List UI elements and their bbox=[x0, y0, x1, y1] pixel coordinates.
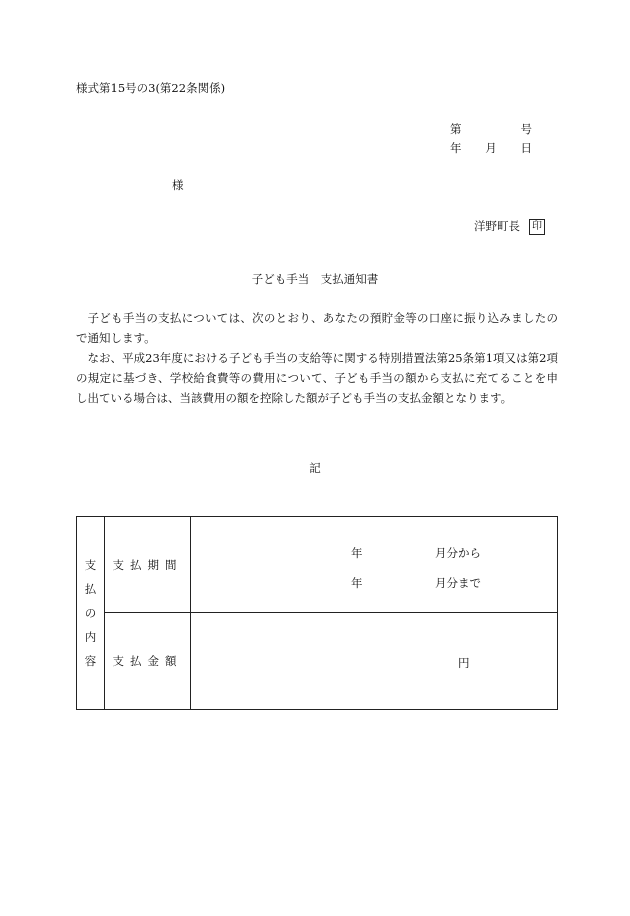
period-from-month: 月分から bbox=[435, 546, 481, 560]
period-value bbox=[191, 517, 558, 613]
period-to-year: 年 bbox=[351, 576, 363, 590]
side-char: 容 bbox=[84, 654, 97, 668]
side-char: の bbox=[84, 606, 97, 620]
amount-label: 支払金額 bbox=[105, 613, 191, 710]
addressee: 様 bbox=[172, 178, 184, 192]
form-number: 様式第15号の3(第22条関係) bbox=[76, 81, 226, 95]
date-year: 年 bbox=[450, 141, 462, 155]
period-to bbox=[351, 575, 481, 591]
body-paragraph-2: なお、平成23年度における子ども手当の支給等に関する特別措置法第25条第1項又は第2項の規定に基づき、学校給食費等の費用について、子ども手当の額から支払に充てることを申し出ている場合は、当該費用の額を控除した額が子ども手当の支払金額となります。 bbox=[76, 351, 558, 405]
document-number bbox=[450, 124, 532, 136]
date-month: 月 bbox=[485, 141, 497, 155]
body-text bbox=[76, 308, 558, 408]
payment-table bbox=[76, 516, 558, 710]
date-day: 日 bbox=[520, 141, 532, 155]
amount-unit: 円 bbox=[458, 656, 470, 670]
doc-no-prefix: 第 bbox=[450, 122, 462, 136]
ki-heading: 記 bbox=[309, 461, 321, 475]
side-char: 払 bbox=[84, 582, 97, 596]
side-char: 内 bbox=[84, 630, 97, 644]
amount-value bbox=[191, 613, 558, 710]
doc-no-suffix: 号 bbox=[520, 122, 532, 136]
period-from bbox=[351, 545, 481, 561]
side-char: 支 bbox=[84, 558, 97, 572]
issuer-name: 洋野町長 bbox=[474, 219, 520, 234]
payment-details-label bbox=[77, 517, 105, 710]
issue-date bbox=[450, 143, 532, 155]
issuer bbox=[474, 219, 545, 235]
period-to-month: 月分まで bbox=[435, 576, 481, 590]
document-title: 子ども手当 支払通知書 bbox=[251, 272, 379, 286]
period-label: 支払期間 bbox=[105, 517, 191, 613]
body-paragraph-1: 子ども手当の支払については、次のとおり、あなたの預貯金等の口座に振り込みましたので通知します。 bbox=[76, 311, 558, 345]
period-from-year: 年 bbox=[351, 546, 363, 560]
seal-mark: 印 bbox=[529, 219, 545, 235]
